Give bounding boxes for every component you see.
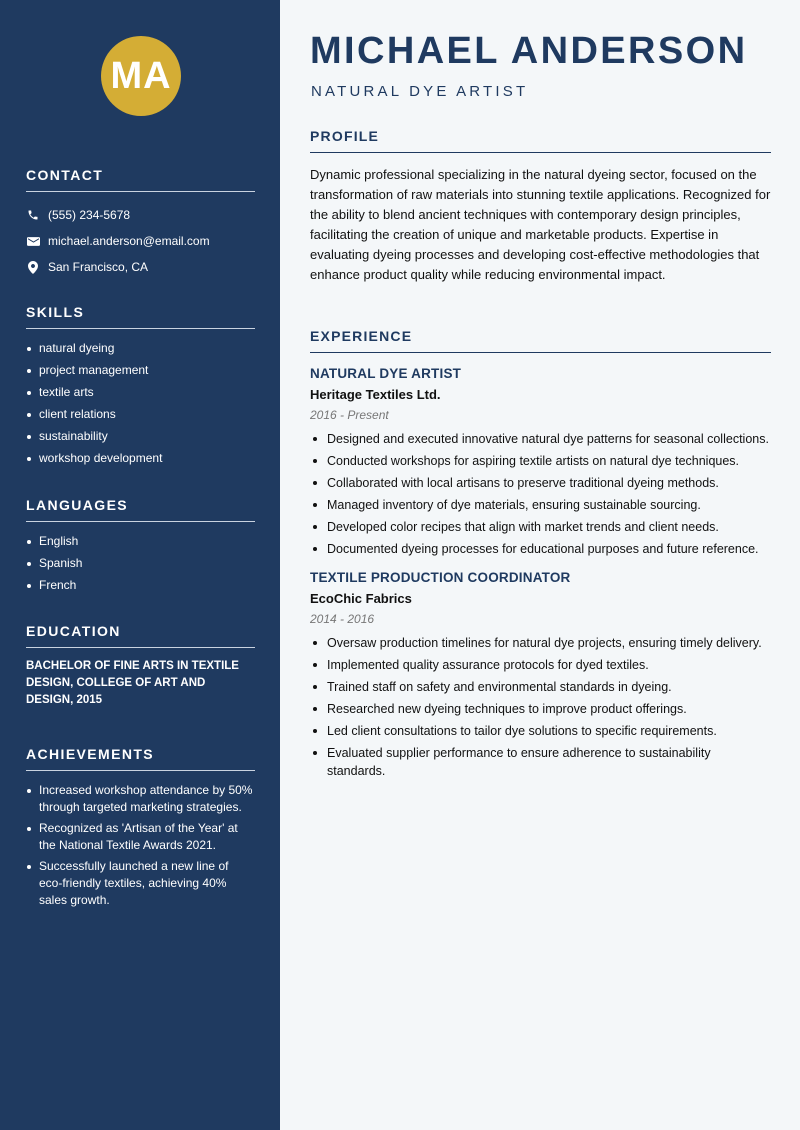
job-entry [310, 570, 771, 780]
achievement-item: Increased workshop attendance by 50% through targeted marketing strategies. [26, 782, 255, 816]
languages-heading: LANGUAGES [26, 497, 255, 522]
job-bullet: Trained staff on safety and environmental standards in dyeing. [310, 678, 771, 696]
experience-section [310, 328, 771, 784]
achievement-item: Recognized as 'Artisan of the Year' at the National Textile Awards 2021. [26, 820, 255, 854]
language-item: Spanish [26, 555, 255, 572]
job-bullet: Researched new dyeing techniques to improve product offerings. [310, 700, 771, 718]
job-dates: 2014 - 2016 [310, 612, 375, 626]
candidate-name: MICHAEL ANDERSON [310, 30, 748, 72]
skills-heading: SKILLS [26, 304, 255, 329]
email-text: michael.anderson@email.com [48, 234, 210, 248]
contact-heading: CONTACT [26, 167, 255, 192]
job-bullet: Collaborated with local artisans to preserve traditional dyeing methods. [310, 474, 771, 492]
contact-location [26, 254, 255, 280]
job-bullet: Oversaw production timelines for natural dye projects, ensuring timely delivery. [310, 634, 771, 652]
skill-item: textile arts [26, 384, 255, 401]
job-bullet: Conducted workshops for aspiring textile artists on natural dye techniques. [310, 452, 771, 470]
location-text: San Francisco, CA [48, 260, 149, 274]
profile-section [310, 128, 771, 285]
education-heading: EDUCATION [26, 623, 255, 648]
skill-item: client relations [26, 406, 255, 423]
job-bullet: Developed color recipes that align with market trends and client needs. [310, 518, 771, 536]
languages-section [26, 497, 255, 599]
skill-item: sustainability [26, 428, 255, 445]
job-bullet: Documented dyeing processes for educational purposes and future reference. [310, 540, 771, 558]
job-dates: 2016 - Present [310, 408, 389, 422]
job-title-header: NATURAL DYE ARTIST [311, 83, 529, 100]
company-name: Heritage Textiles Ltd. [310, 387, 441, 402]
skill-item: natural dyeing [26, 340, 255, 357]
job-title: NATURAL DYE ARTIST [310, 366, 462, 381]
achievements-section [26, 746, 255, 913]
experience-heading: EXPERIENCE [310, 328, 771, 353]
skills-list [26, 340, 255, 467]
sidebar [0, 0, 280, 1130]
language-item: French [26, 577, 255, 594]
job-bullets [310, 634, 771, 780]
education-degree: BACHELOR OF FINE ARTS IN TEXTILE DESIGN, COLLEGE OF ART AND DESIGN, 2015 [26, 660, 239, 706]
job-bullets [310, 430, 771, 558]
profile-text: Dynamic professional specializing in the natural dyeing sector, focused on the transformation of raw materials into stunning textile applications. Recognized for the ability to blend ancient techniques with contemporary design principles, facilitating the creation of unique and marketable products. Expertise in evaluating dyeing processes and developing cost-effective methodologies that enhance product quality while reducing environmental impact. [310, 167, 771, 282]
profile-heading: PROFILE [310, 128, 771, 153]
achievement-item: Successfully launched a new line of eco-friendly textiles, achieving 40% sales growth. [26, 858, 255, 909]
languages-list [26, 533, 255, 594]
job-bullet: Evaluated supplier performance to ensure adherence to sustainability standards. [310, 744, 771, 780]
language-item: English [26, 533, 255, 550]
contact-email [26, 228, 255, 254]
location-pin-icon [26, 260, 40, 274]
job-bullet: Led client consultations to tailor dye solutions to specific requirements. [310, 722, 771, 740]
job-bullet: Managed inventory of dye materials, ensuring sustainable sourcing. [310, 496, 771, 514]
job-title: TEXTILE PRODUCTION COORDINATOR [310, 570, 571, 585]
skill-item: workshop development [26, 450, 255, 467]
avatar: MA [101, 36, 181, 116]
achievements-list [26, 782, 255, 909]
achievements-heading: ACHIEVEMENTS [26, 746, 255, 771]
contact-phone [26, 202, 255, 228]
job-bullet: Designed and executed innovative natural dye patterns for seasonal collections. [310, 430, 771, 448]
phone-icon [26, 208, 40, 222]
job-entry [310, 366, 771, 558]
skill-item: project management [26, 362, 255, 379]
phone-text: (555) 234-5678 [48, 208, 131, 222]
contact-list [26, 202, 255, 280]
job-bullet: Implemented quality assurance protocols for dyed textiles. [310, 656, 771, 674]
company-name: EcoChic Fabrics [310, 591, 412, 606]
contact-section [26, 167, 255, 280]
skills-section [26, 304, 255, 472]
email-icon [26, 234, 40, 248]
education-section [26, 623, 255, 709]
